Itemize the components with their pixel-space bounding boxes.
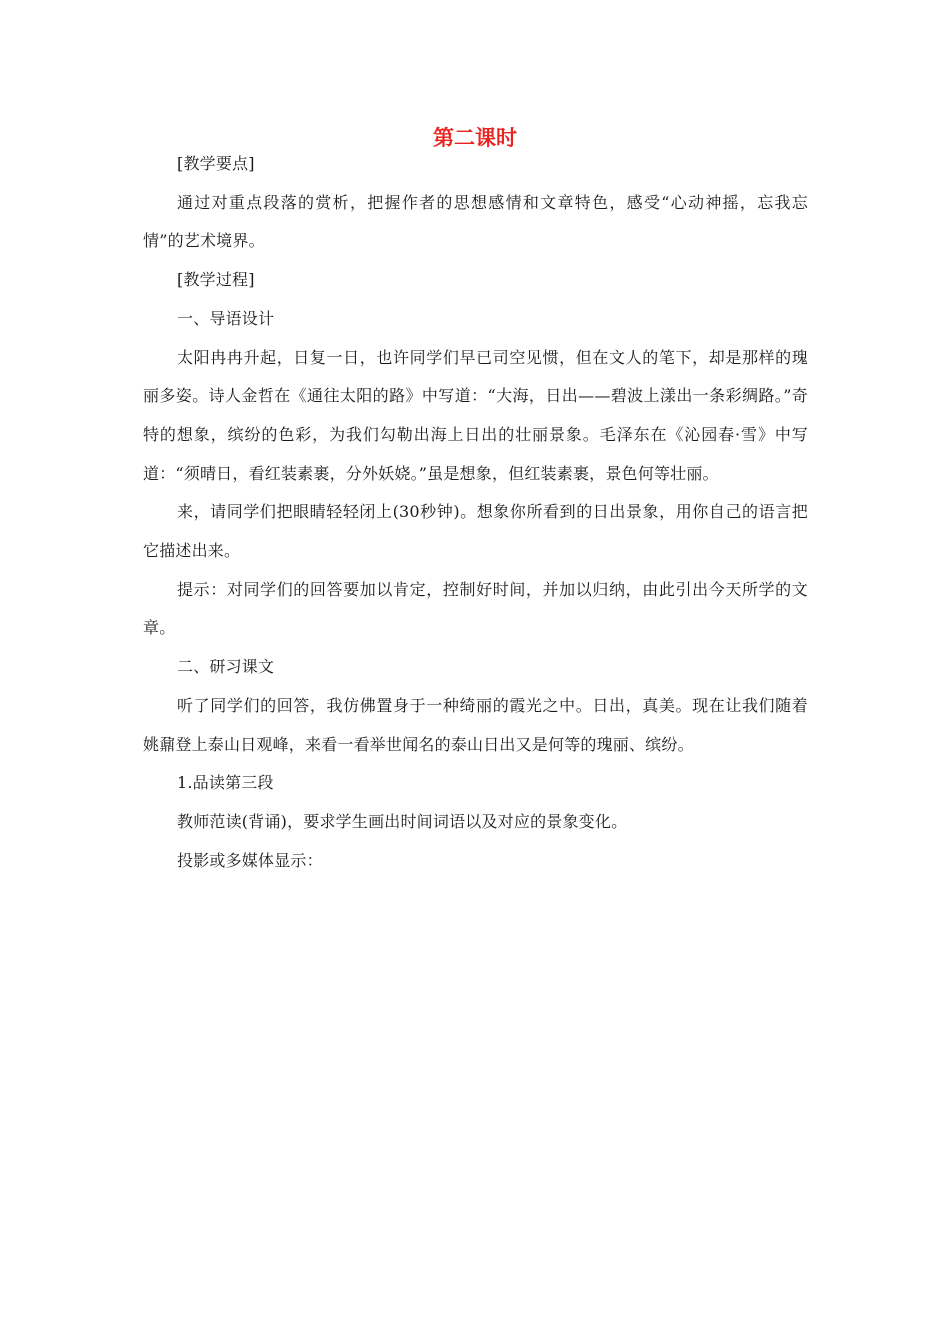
- paragraph-hint: 提示：对同学们的回答要加以肯定，控制好时间，并加以归纳，由此引出今天所学的文章。: [143, 579, 808, 638]
- paragraph-teaching-points: 通过对重点段落的赏析，把握作者的思想感情和文章特色，感受“心动神摇，忘我忘情”的艺术境界。: [143, 192, 808, 251]
- section-heading-teaching-points: [教学要点]: [177, 154, 255, 173]
- section-heading-teaching-process: [教学过程]: [177, 270, 255, 290]
- heading-intro-design: 一、导语设计: [177, 308, 275, 328]
- paragraph-intro: 太阳冉冉升起，日复一日，也许同学们早已司空见惯，但在文人的笔下，却是那样的瑰丽多姿。诗人金哲在《通往太阳的路》中写道：“大海，日出——碧波上漾出一条彩绸路。”奇特的想象，缤纷的色彩，为我们勾勒出海上日出的壮丽景象。毛泽东在《沁园春·雪》中写道：“须晴日，看红装素裹，分外妖娆。”虽是想象，但红装素裹，景色何等壮丽。: [143, 347, 808, 483]
- document-body: [143, 145, 808, 880]
- paragraph-study: 听了同学们的回答，我仿佛置身于一种绮丽的霞光之中。日出，真美。现在让我们随着姚鼐登上泰山日观峰，来看一看举世闻名的泰山日出又是何等的瑰丽、缤纷。: [143, 695, 808, 754]
- paragraph-teacher-reading: 教师范读(背诵)，要求学生画出时间词语以及对应的景象变化。: [177, 811, 628, 831]
- heading-study-text: 二、研习课文: [177, 657, 275, 677]
- page-title: 第二课时: [433, 126, 517, 150]
- heading-read-third-section: 1.品读第三段: [177, 773, 274, 793]
- paragraph-close-eyes: 来，请同学们把眼睛轻轻闭上(30秒钟)。想象你所看到的日出景象，用你自己的语言把它描述出来。: [143, 502, 808, 561]
- paragraph-projection: 投影或多媒体显示：: [177, 850, 323, 870]
